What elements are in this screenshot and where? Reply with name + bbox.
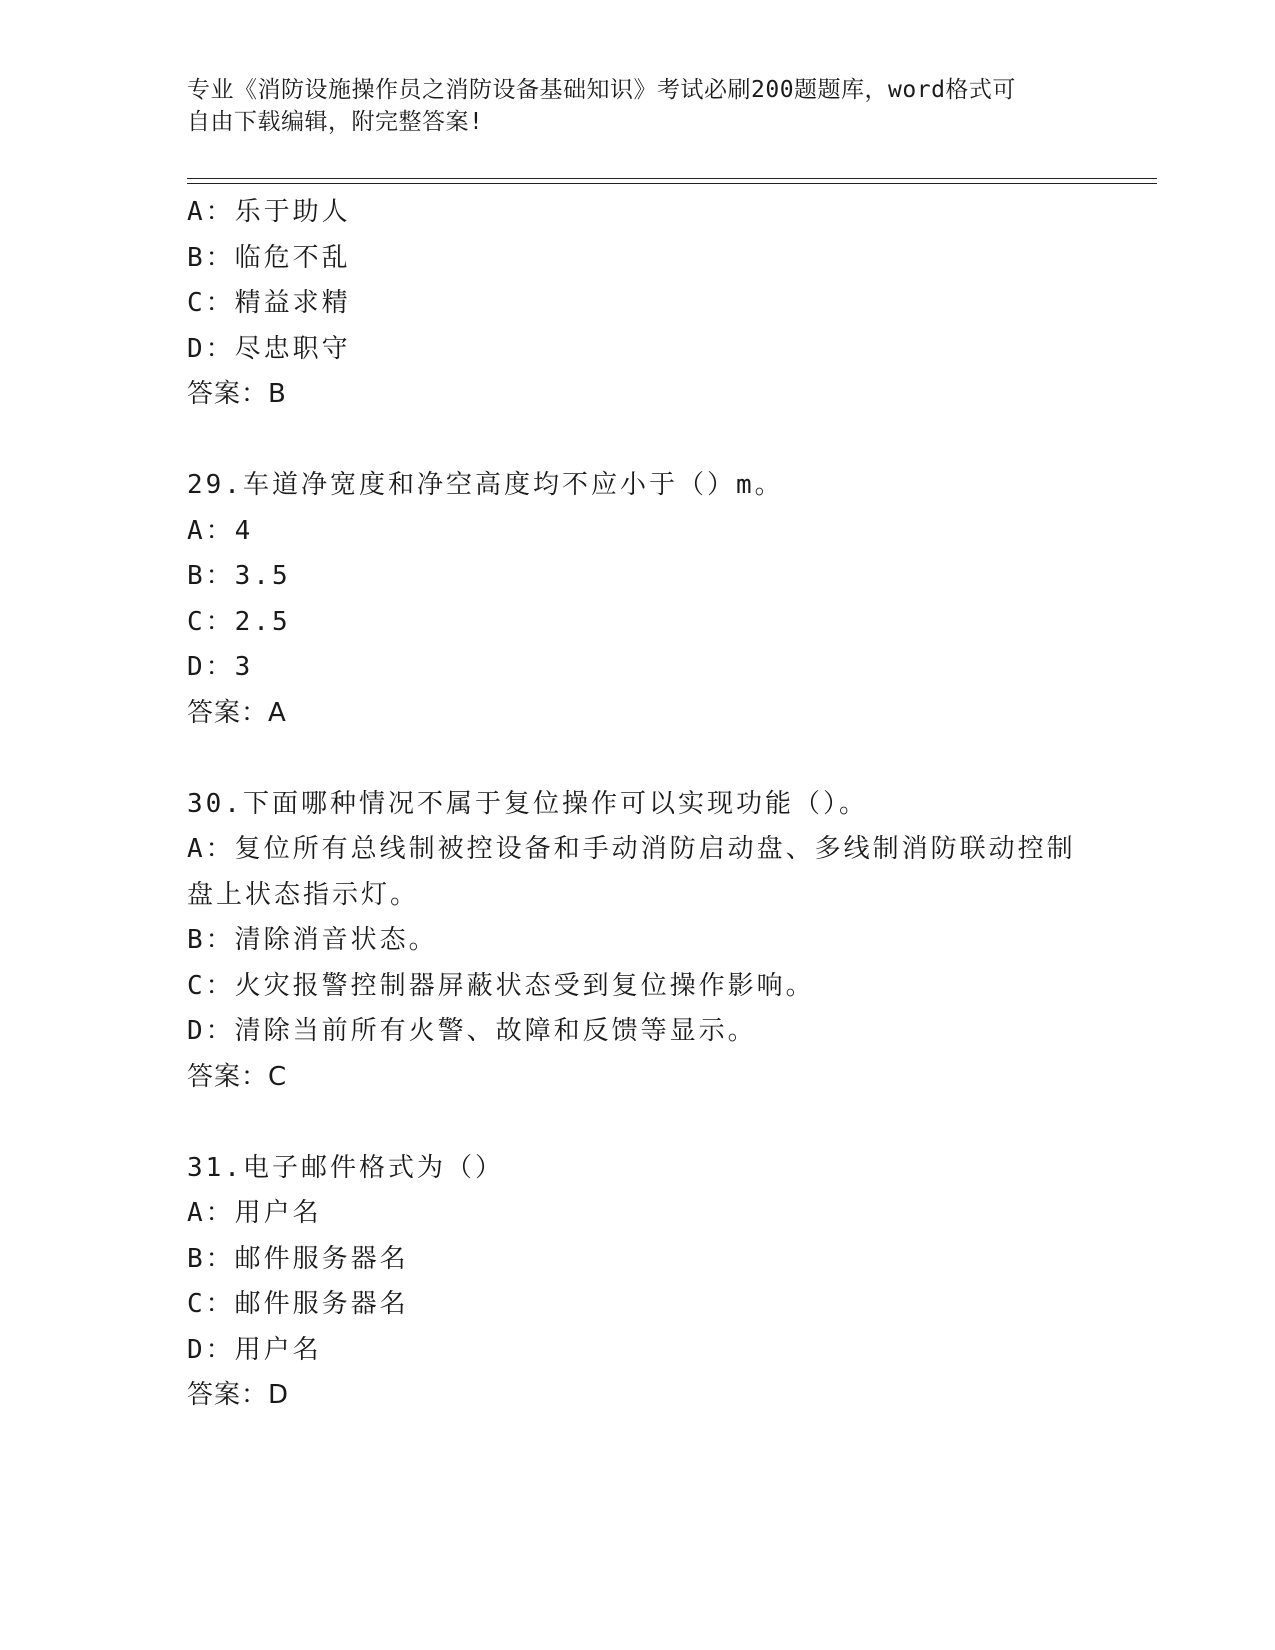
q30-option-b: B：清除消音状态。 bbox=[187, 925, 438, 955]
spacer bbox=[187, 418, 1087, 464]
q29-option-d: D：3 bbox=[187, 652, 254, 682]
question-content bbox=[187, 190, 1087, 1419]
q28-option-d: D：尽忠职守 bbox=[187, 333, 351, 364]
q30-option-a-line-1: A：复位所有总线制被控设备和手动消防启动盘、多线制消防联动控制 bbox=[187, 834, 1076, 864]
q28-answer: 答案：B bbox=[187, 379, 287, 409]
q31-option-b: B：邮件服务器名 bbox=[187, 1243, 409, 1274]
question-30-block bbox=[187, 782, 1087, 1101]
q31-option-a: A：用户名 bbox=[187, 1198, 322, 1228]
q30-question: 30.下面哪种情况不属于复位操作可以实现功能（）。 bbox=[187, 788, 868, 819]
q28-option-c: C：精益求精 bbox=[187, 288, 351, 318]
q30-option-c: C：火灾报警控制器屏蔽状态受到复位操作影响。 bbox=[187, 970, 815, 1001]
q31-answer: 答案：D bbox=[187, 1380, 290, 1410]
q30-option-a-line-2: 盘上状态指示灯。 bbox=[187, 879, 420, 910]
q28-option-b: B：临危不乱 bbox=[187, 242, 351, 273]
spacer bbox=[187, 736, 1087, 782]
document-header bbox=[187, 74, 1067, 138]
q31-question: 31.电子邮件格式为（） bbox=[187, 1152, 504, 1183]
header-line-1: 专业《消防设施操作员之消防设备基础知识》考试必刷200题题库，word格式可 bbox=[187, 77, 1016, 103]
q28-option-a: A：乐于助人 bbox=[187, 197, 351, 227]
q29-question: 29.车道净宽度和净空高度均不应小于（）m。 bbox=[187, 470, 784, 500]
q29-option-b: B：3.5 bbox=[187, 561, 291, 591]
q29-answer: 答案：A bbox=[187, 697, 287, 728]
question-31-block bbox=[187, 1146, 1087, 1419]
question-28-block bbox=[187, 190, 1087, 418]
question-29-block bbox=[187, 463, 1087, 736]
q31-option-c: C：邮件服务器名 bbox=[187, 1289, 409, 1319]
header-line-2: 自由下载编辑，附完整答案! bbox=[187, 109, 484, 135]
q30-answer: 答案：C bbox=[187, 1061, 288, 1092]
q29-option-c: C：2.5 bbox=[187, 606, 291, 637]
spacer bbox=[187, 1100, 1087, 1146]
q29-option-a: A：4 bbox=[187, 515, 254, 546]
q31-option-d: D：用户名 bbox=[187, 1334, 322, 1365]
header-divider-top bbox=[187, 178, 1157, 179]
q30-option-d: D：清除当前所有火警、故障和反馈等显示。 bbox=[187, 1016, 757, 1046]
header-divider-bottom bbox=[187, 183, 1157, 184]
